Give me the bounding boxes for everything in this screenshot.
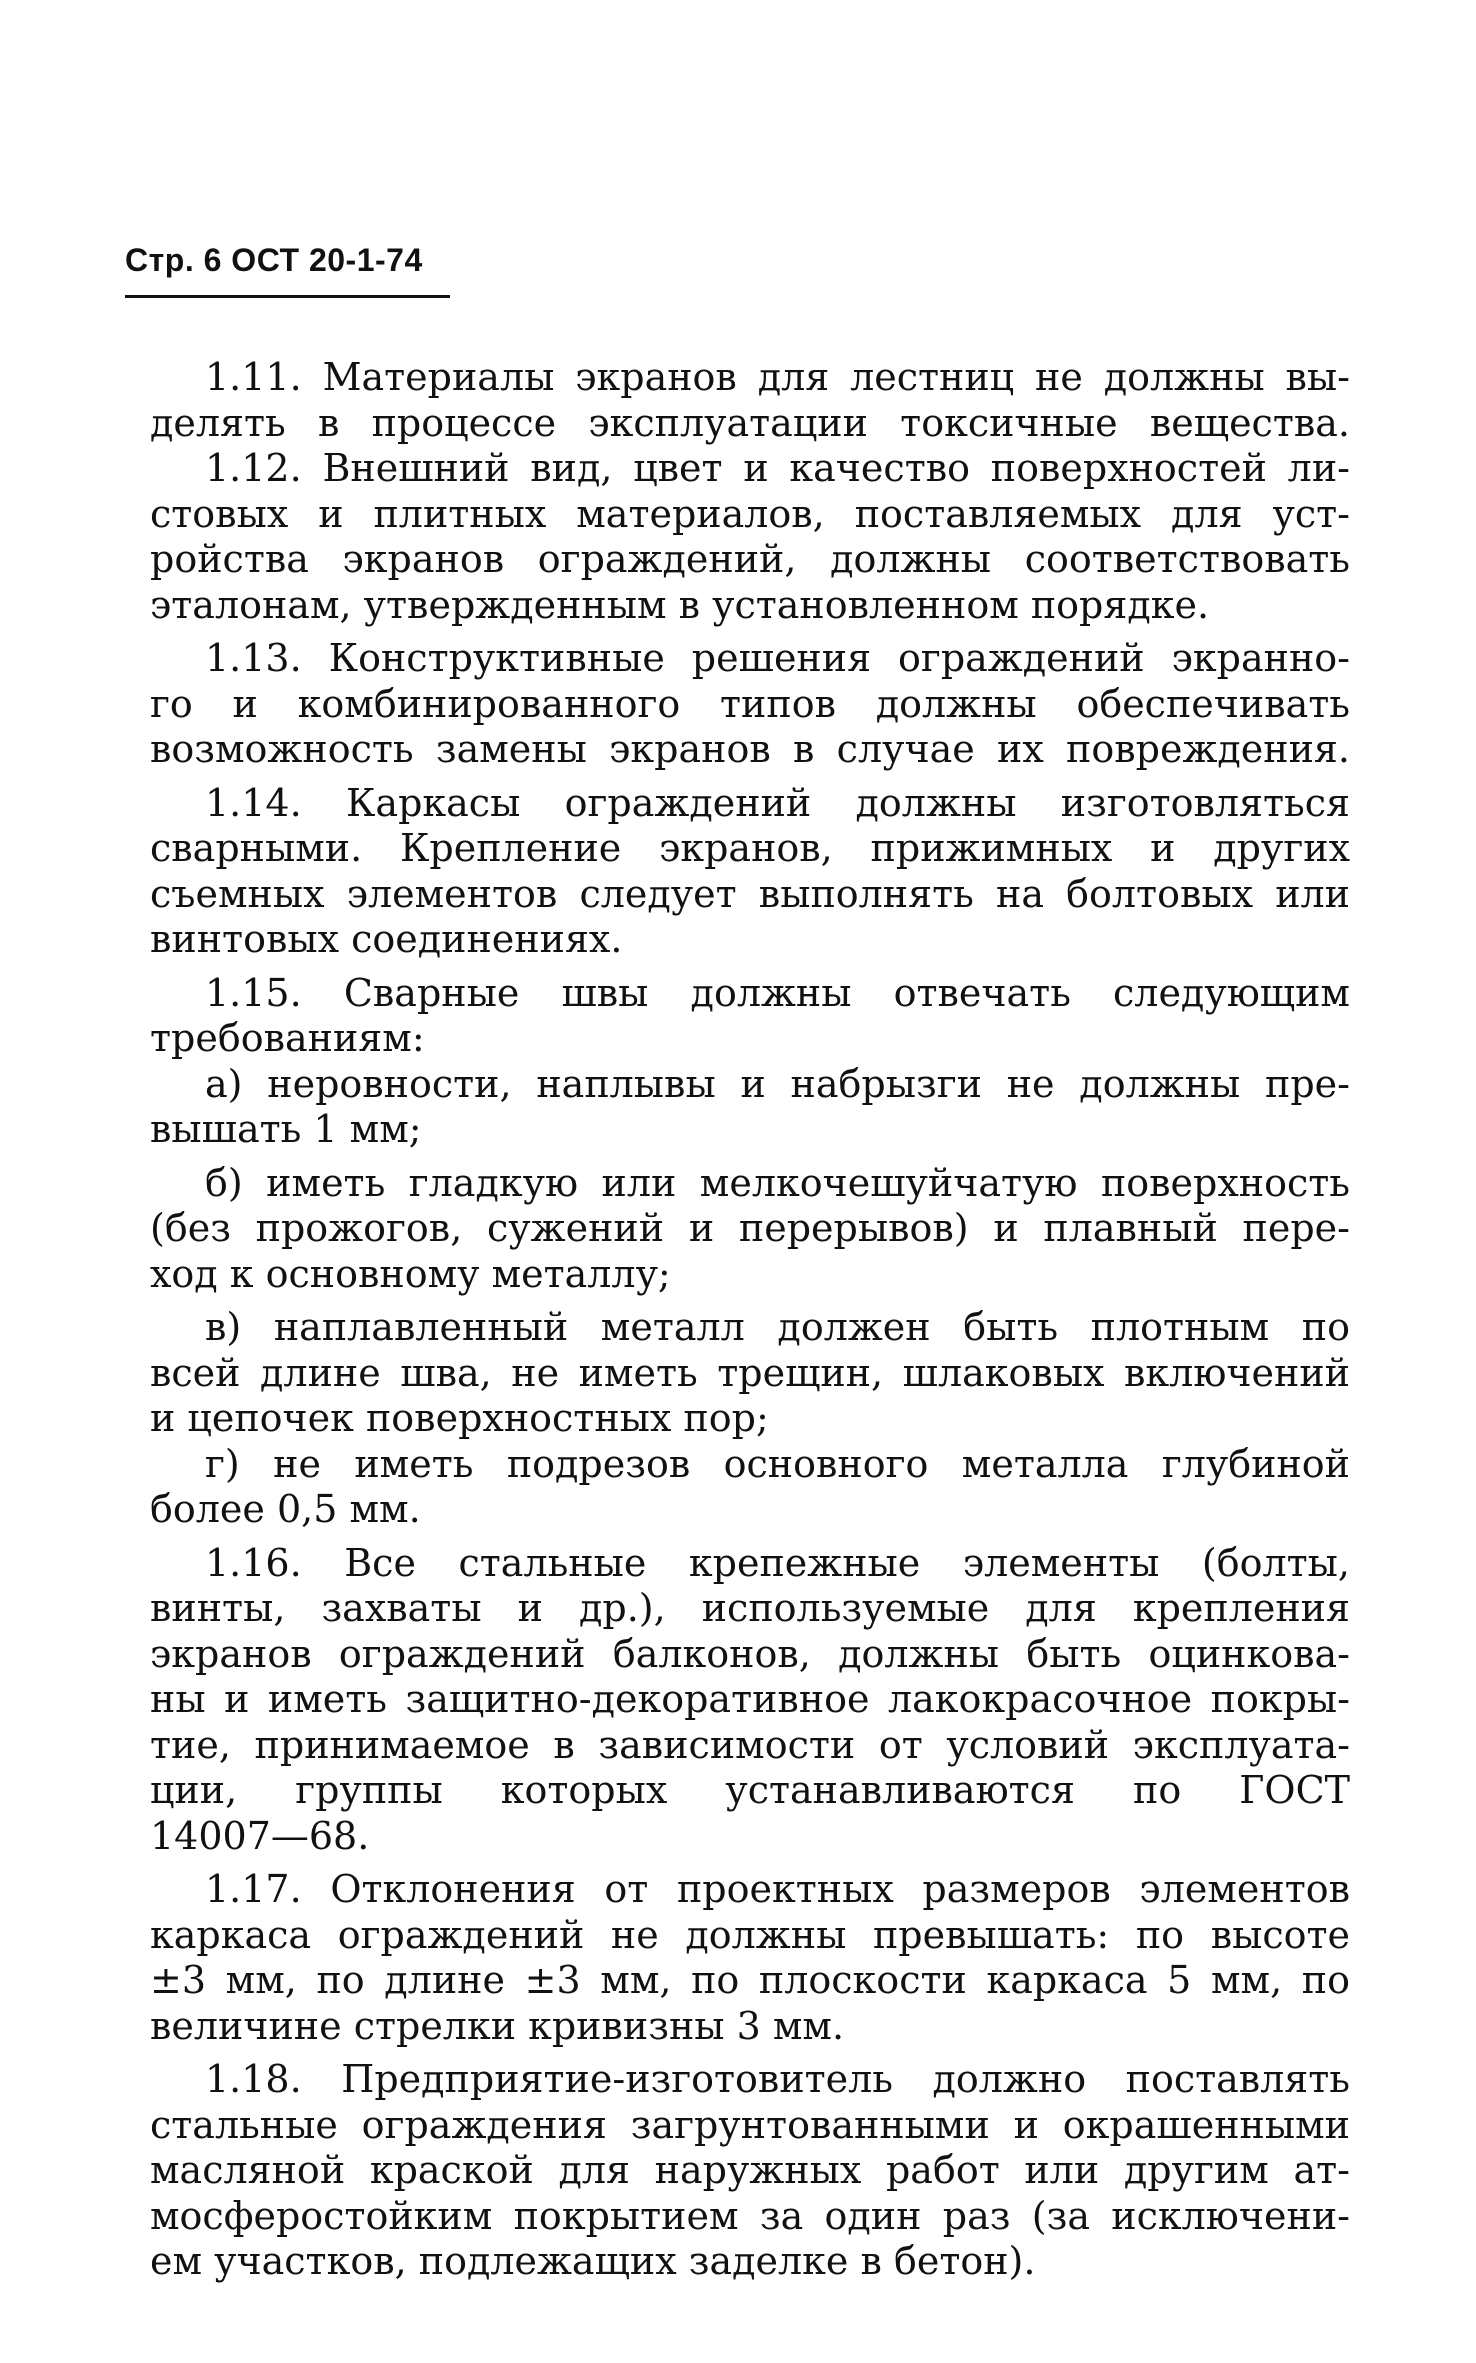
text-line: го и комбинированного типов должны обеспечивать: [150, 681, 1350, 726]
text-line: 1.13. Конструктивные решения ограждений экранно-: [205, 636, 1350, 680]
text-line: сварными. Крепление экранов, прижимных и других: [150, 826, 1350, 870]
text-line: эталонам, утвержденным в установленном порядке.: [150, 582, 1210, 627]
text-line: 1.16. Все стальные крепежные элементы (болты,: [205, 1540, 1350, 1585]
text-line: возможность замены экранов в случае их повреждения.: [150, 727, 1350, 771]
text-line: каркаса ограждений не должны превышать: по высоте: [150, 1912, 1350, 1957]
text-line: экранов ограждений балконов, должны быть оцинкова-: [150, 1631, 1350, 1676]
text-line: 1.12. Внешний вид, цвет и качество поверхностей ли-: [205, 446, 1350, 490]
text-line: 1.14. Каркасы ограждений должны изготовляться: [205, 780, 1350, 825]
page-header: Стр. 6 ОСТ 20-1-74: [125, 242, 423, 278]
text-line: более 0,5 мм.: [150, 1487, 421, 1531]
text-line: 14007—68.: [150, 1813, 370, 1858]
text-line: величине стрелки кривизны 3 мм.: [150, 2003, 845, 2048]
text-line: в) наплавленный металл должен быть плотным по: [205, 1305, 1350, 1349]
text-line: 1.11. Материалы экранов для лестниц не должны вы-: [205, 355, 1350, 399]
text-line: ход к основному металлу;: [150, 1251, 671, 1296]
text-line: делять в процессе эксплуатации токсичные вещества.: [150, 400, 1350, 445]
text-line: и цепочек поверхностных пор;: [150, 1396, 769, 1440]
text-line: а) неровности, наплывы и набрызги не должны пре-: [205, 1061, 1350, 1106]
text-line: винты, захваты и др.), используемые для крепления: [150, 1586, 1350, 1630]
text-line: тие, принимаемое в зависимости от условий эксплуата-: [150, 1722, 1350, 1767]
text-line: винтовых соединениях.: [150, 917, 623, 961]
text-line: 1.18. Предприятие-изготовитель должно поставлять: [205, 2057, 1350, 2101]
text-line: всей длине шва, не иметь трещин, шлаковых включений: [150, 1350, 1350, 1395]
text-line: стальные ограждения загрунтованными и окрашенными: [150, 2102, 1350, 2147]
text-line: ройства экранов ограждений, должны соответствовать: [150, 537, 1350, 581]
text-line: ем участков, подлежащих заделке в бетон).: [150, 2239, 1036, 2283]
text-line: требованиям:: [150, 1016, 425, 1060]
text-line: масляной краской для наружных работ или другим ат-: [150, 2148, 1350, 2192]
body-text: [150, 355, 1350, 2285]
text-line: мосферостойким покрытием за один раз (за исключени-: [150, 2193, 1350, 2238]
text-line: 1.17. Отклонения от проектных размеров элементов: [205, 1867, 1350, 1911]
text-line: б) иметь гладкую или мелкочешуйчатую поверхность: [205, 1160, 1350, 1205]
text-line: ±3 мм, по длине ±3 мм, по плоскости каркаса 5 мм, по: [150, 1958, 1350, 2002]
text-line: г) не иметь подрезов основного металла глубиной: [205, 1441, 1350, 1486]
text-line: ции, группы которых устанавливаются по ГОСТ: [150, 1768, 1350, 1812]
text-line: ны и иметь защитно-декоративное лакокрасочное покры-: [150, 1677, 1350, 1721]
header-rule: [125, 295, 450, 298]
text-line: вышать 1 мм;: [150, 1107, 422, 1151]
text-line: 1.15. Сварные швы должны отвечать следующим: [205, 970, 1350, 1015]
text-line: съемных элементов следует выполнять на болтовых или: [150, 871, 1350, 916]
text-line: стовых и плитных материалов, поставляемых для уст-: [150, 491, 1350, 536]
text-line: (без прожогов, сужений и перерывов) и плавный пере-: [150, 1206, 1350, 1250]
